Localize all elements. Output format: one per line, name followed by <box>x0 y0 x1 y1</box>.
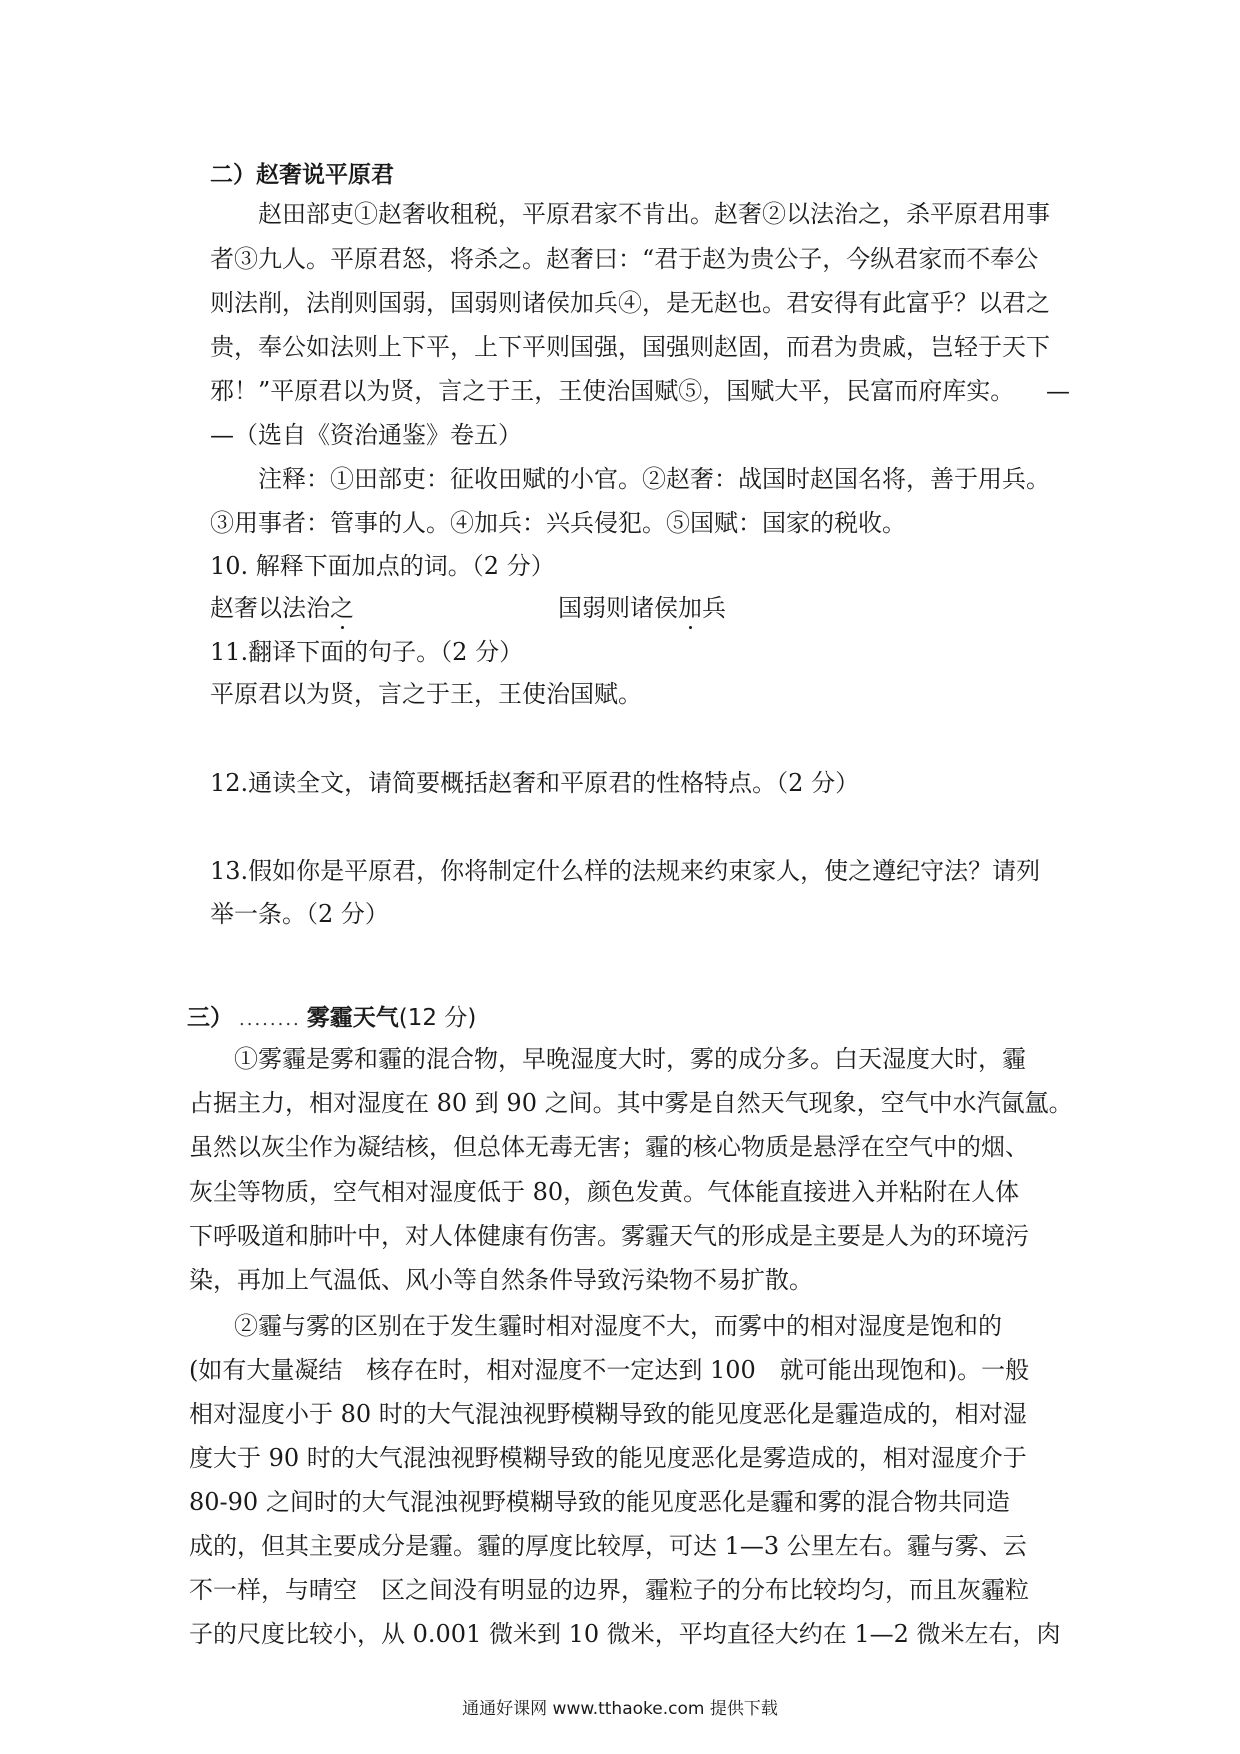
question-12: 12.通读全文，请简要概括赵奢和平原君的性格特点。（2 分） <box>210 769 860 797</box>
notes-line: 注释：①田部吏：征收田赋的小官。②赵奢：战国时赵国名将，善于用兵。 <box>258 465 1050 493</box>
article-line: 染，再加上气温低、风小等自然条件导致污染物不易扩散。 <box>189 1266 813 1294</box>
question-10: 10. 解释下面加点的词。（2 分） <box>210 552 555 580</box>
q10-item-1: 赵奢以法治之 <box>210 594 354 622</box>
section3-heading <box>187 1002 476 1035</box>
notes-line: ③用事者：管事的人。④加兵：兴兵侵犯。⑤国赋：国家的税收。 <box>210 509 906 537</box>
article-line: 不一样，与晴空 区之间没有明显的边界，霾粒子的分布比较均匀，而且灰霾粒 <box>189 1576 1029 1604</box>
dotted-word: 之 <box>330 594 354 622</box>
section2-heading <box>210 160 394 190</box>
article-line: ①雾霾是雾和霾的混合物，早晚湿度大时，雾的成分多。白天湿度大时，霾 <box>234 1045 1026 1073</box>
section3-number: 三） <box>187 1005 233 1031</box>
passage-line: 贵，奉公如法则上下平，上下平则国强，国强则赵固，而君为贵戚，岂轻于天下 <box>210 333 1050 361</box>
passage-line: 则法削，法削则国弱，国弱则诸侯加兵④，是无赵也。君安得有此富乎？以君之 <box>210 289 1050 317</box>
passage-line: 邪！”平原君以为贤，言之于王，王使治国赋⑤，国赋大平，民富而府库实。 <box>210 377 1015 405</box>
passage-line: 赵田部吏①赵奢收租税，平原君家不肯出。赵奢②以法治之，杀平原君用事 <box>258 200 1050 228</box>
source-citation: —（选自《资治通鉴》卷五） <box>210 421 522 449</box>
question-13: 13.假如你是平原君，你将制定什么样的法规来约束家人，使之遵纪守法？请列 <box>210 857 1041 885</box>
article-line: 占据主力，相对湿度在 80 到 90 之间。其中雾是自然天气现象，空气中水汽氤氲。 <box>189 1089 1073 1117</box>
article-line: ②霾与雾的区别在于发生霾时相对湿度不大，而雾中的相对湿度是饱和的 <box>234 1312 1002 1340</box>
dotted-word: 加 <box>678 594 702 622</box>
section3-score: (12 分) <box>398 1005 477 1031</box>
section3-dots: ........ <box>239 1009 301 1030</box>
section2-number: 二） <box>210 162 256 188</box>
article-line: 80-90 之间时的大气混浊视野模糊导致的能见度恶化是霾和雾的混合物共同造 <box>189 1488 1010 1516</box>
article-line: 灰尘等物质，空气相对湿度低于 80，颜色发黄。气体能直接进入并粘附在人体 <box>189 1178 1020 1206</box>
article-line: 虽然以灰尘作为凝结核，但总体无毒无害；霾的核心物质是悬浮在空气中的烟、 <box>189 1133 1029 1161</box>
q10-item-2: 国弱则诸侯加兵 <box>558 594 726 622</box>
article-line: 度大于 90 时的大气混浊视野模糊导致的能见度恶化是雾造成的，相对湿度介于 <box>189 1444 1027 1472</box>
passage-line: 者③九人。平原君怒，将杀之。赵奢曰：“君于赵为贵公子，今纵君家而不奉公 <box>210 245 1039 273</box>
question-13: 举一条。（2 分） <box>210 900 389 928</box>
article-line: 下呼吸道和肺叶中，对人体健康有伤害。雾霾天气的形成是主要是人为的环境污 <box>189 1222 1029 1250</box>
q11-sentence: 平原君以为贤，言之于王，王使治国赋。 <box>210 680 642 708</box>
section3-title: 雾霾天气 <box>306 1005 399 1031</box>
question-11: 11.翻译下面的句子。（2 分） <box>210 638 524 666</box>
article-line: 成的，但其主要成分是霾。霾的厚度比较厚，可达 1—3 公里左右。霾与雾、云 <box>189 1532 1027 1560</box>
page-footer: 通通好课网 www.tthaoke.com 提供下载 <box>462 1699 778 1719</box>
article-line: 子的尺度比较小，从 0.001 微米到 10 微米，平均直径大约在 1—2 微米左右，肉 <box>189 1620 1061 1648</box>
article-line: (如有大量凝结 核存在时，相对湿度不一定达到 100 就可能出现饱和)。一般 <box>189 1356 1030 1384</box>
trailing-dash: — <box>1046 377 1070 405</box>
article-line: 相对湿度小于 80 时的大气混浊视野模糊导致的能见度恶化是霾造成的，相对湿 <box>189 1400 1027 1428</box>
section2-title: 赵奢说平原君 <box>256 162 394 188</box>
